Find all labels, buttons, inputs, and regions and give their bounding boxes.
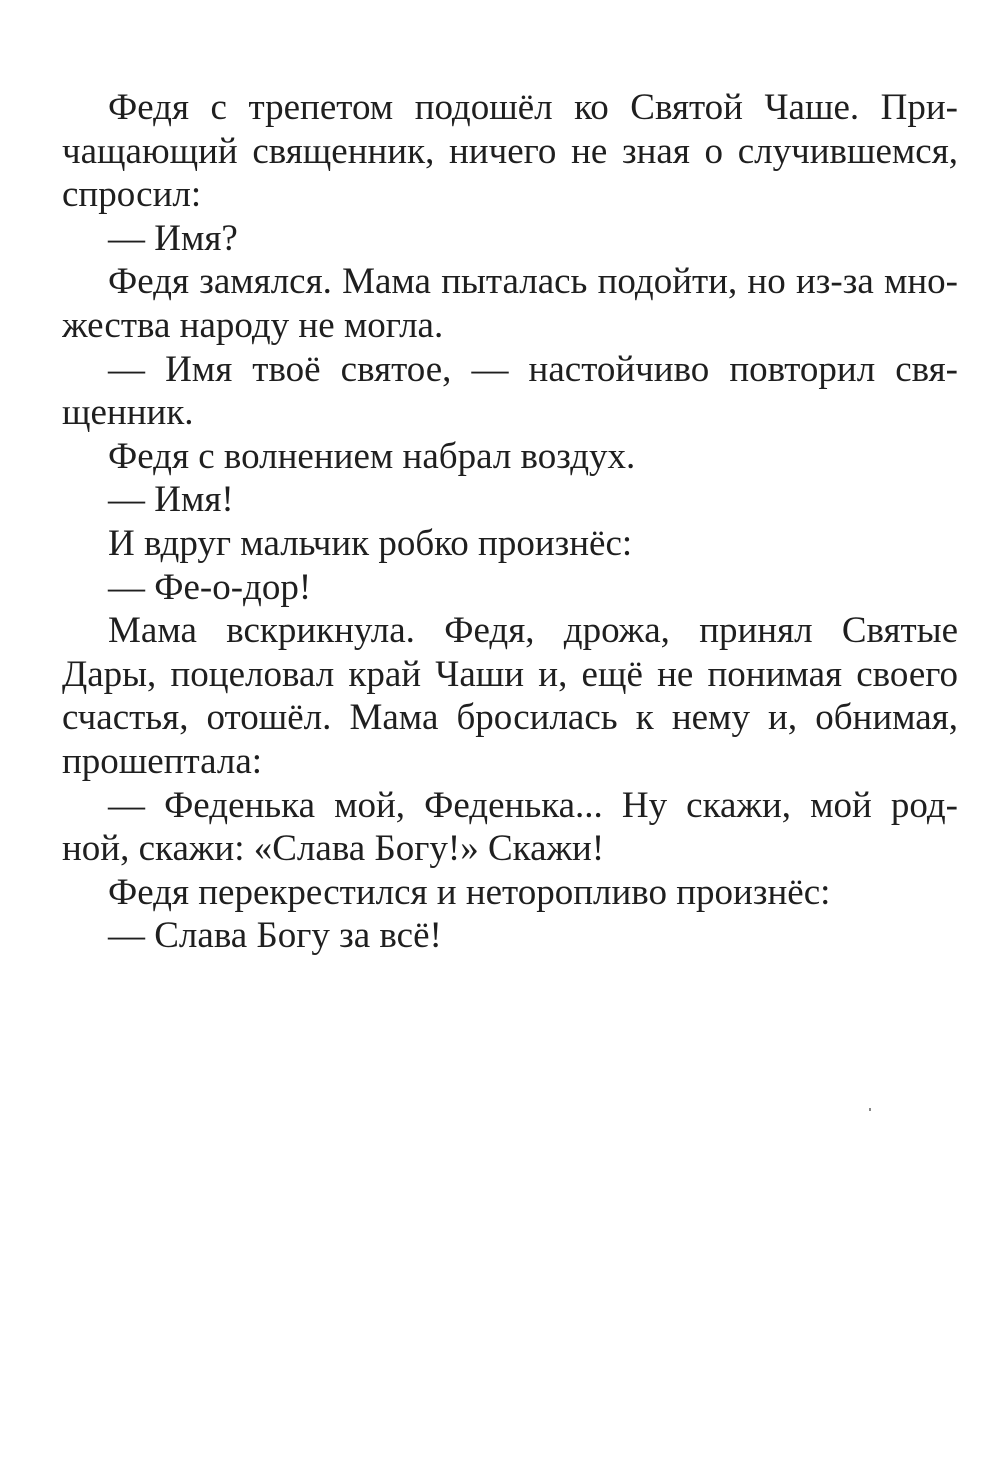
dialogue-line: — Имя? (108, 217, 238, 259)
text-line: Федя с волнением набрал воздух. (108, 435, 636, 477)
text-line: Дары, поцеловал край Чаши и, ещё не понимая своего (62, 653, 958, 695)
text-line: Федя с трепетом подошёл ко Святой Чаше. При- (108, 87, 958, 128)
text-line: чащающий священник, ничего не зная о случившемся, (62, 130, 958, 172)
dialogue-line: — Феденька мой, Феденька... Ну скажи, мой род- (108, 784, 958, 826)
scan-speck (869, 1108, 871, 1111)
text-line: жества народу не могла. (62, 304, 444, 346)
text-line: И вдруг мальчик робко произнёс: (108, 522, 633, 564)
text-line: счастья, отошёл. Мама бросилась к нему и, обнимая, (62, 697, 958, 739)
dialogue-line: — Слава Богу за всё! (108, 915, 442, 957)
text-line: ной, скажи: «Слава Богу!» Скажи! (62, 828, 605, 870)
text-line: Федя замялся. Мама пыталась подойти, но из-за мно- (108, 261, 958, 303)
dialogue-line: — Имя! (108, 479, 234, 521)
dialogue-line: — Имя твоё святое, — настойчиво повторил свя- (108, 348, 958, 390)
dialogue-line: — Фе-о-дор! (108, 566, 312, 608)
text-line: щенник. (62, 392, 194, 434)
text-line: спросил: (62, 174, 202, 216)
text-line: прошептала: (62, 740, 263, 782)
text-line: Мама вскрикнула. Федя, дрожа, принял Святые (108, 610, 958, 652)
page-text (62, 86, 958, 958)
text-line: Федя перекрестился и неторопливо произнёс: (108, 871, 831, 913)
